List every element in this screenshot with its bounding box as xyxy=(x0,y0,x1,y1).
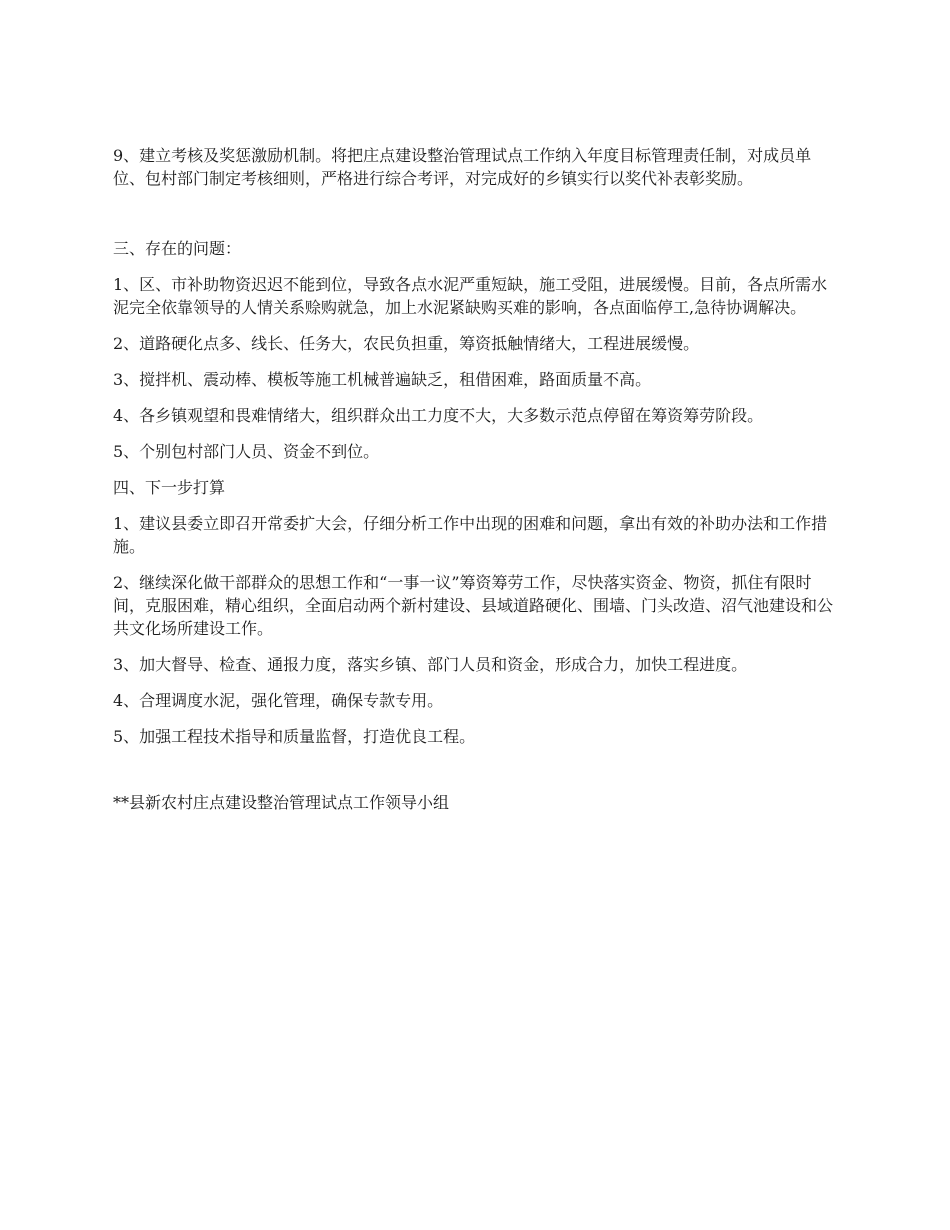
paragraph-problem-5: 5、个别包村部门人员、资金不到位。 xyxy=(113,442,380,461)
paragraph-plan-4: 4、合理调度水泥，强化管理，确保专款专用。 xyxy=(113,691,444,710)
paragraph-plan-5: 5、加强工程技术指导和质量监督，打造优良工程。 xyxy=(113,727,476,746)
paragraph-plan-1: 1、建议县委立即召开常委扩大会，仔细分析工作中出现的困难和问题，拿出有效的补助办法和工作措施。 xyxy=(113,514,828,556)
paragraph-problem-4: 4、各乡镇观望和畏难情绪大，组织群众出工力度不大，大多数示范点停留在筹资筹劳阶段。 xyxy=(113,406,764,425)
paragraph-problem-2: 2、道路硬化点多、线长、任务大，农民负担重，筹资抵触情绪大，工程进展缓慢。 xyxy=(113,334,700,353)
section-heading-problems: 三、存在的问题： xyxy=(113,239,242,258)
paragraph-problem-3: 3、搅拌机、震动棒、模板等施工机械普遍缺乏，租借困难，路面质量不高。 xyxy=(113,370,652,389)
signature-line: **县新农村庄点建设整治管理试点工作领导小组 xyxy=(113,793,450,812)
paragraph-problem-1: 1、区、市补助物资迟迟不能到位，导致各点水泥严重短缺，施工受阻，进展缓慢。目前，各点所需水泥完全依靠领导的人情关系赊购就急，加上水泥紧缺购买难的影响，各点面临停工,急待协调解决。 xyxy=(113,275,828,317)
paragraph-plan-3: 3、加大督导、检查、通报力度，落实乡镇、部门人员和资金，形成合力，加快工程进度。 xyxy=(113,655,748,674)
document-body xyxy=(113,144,841,827)
paragraph-item-9: 9、建立考核及奖惩激励机制。将把庄点建设整治管理试点工作纳入年度目标管理责任制，对成员单位、包村部门制定考核细则，严格进行综合考评，对完成好的乡镇实行以奖代补表彰奖励。 xyxy=(113,146,812,188)
paragraph-plan-2: 2、继续深化做干部群众的思想工作和“一事一议”筹资筹劳工作，尽快落实资金、物资，抓住有限时间，克服困难，精心组织，全面启动两个新村建设、县域道路硬化、围墙、门头改造、沼气池建设和公共文化场所建设工作。 xyxy=(113,573,834,638)
section-heading-next-steps: 四、下一步打算 xyxy=(113,478,226,497)
